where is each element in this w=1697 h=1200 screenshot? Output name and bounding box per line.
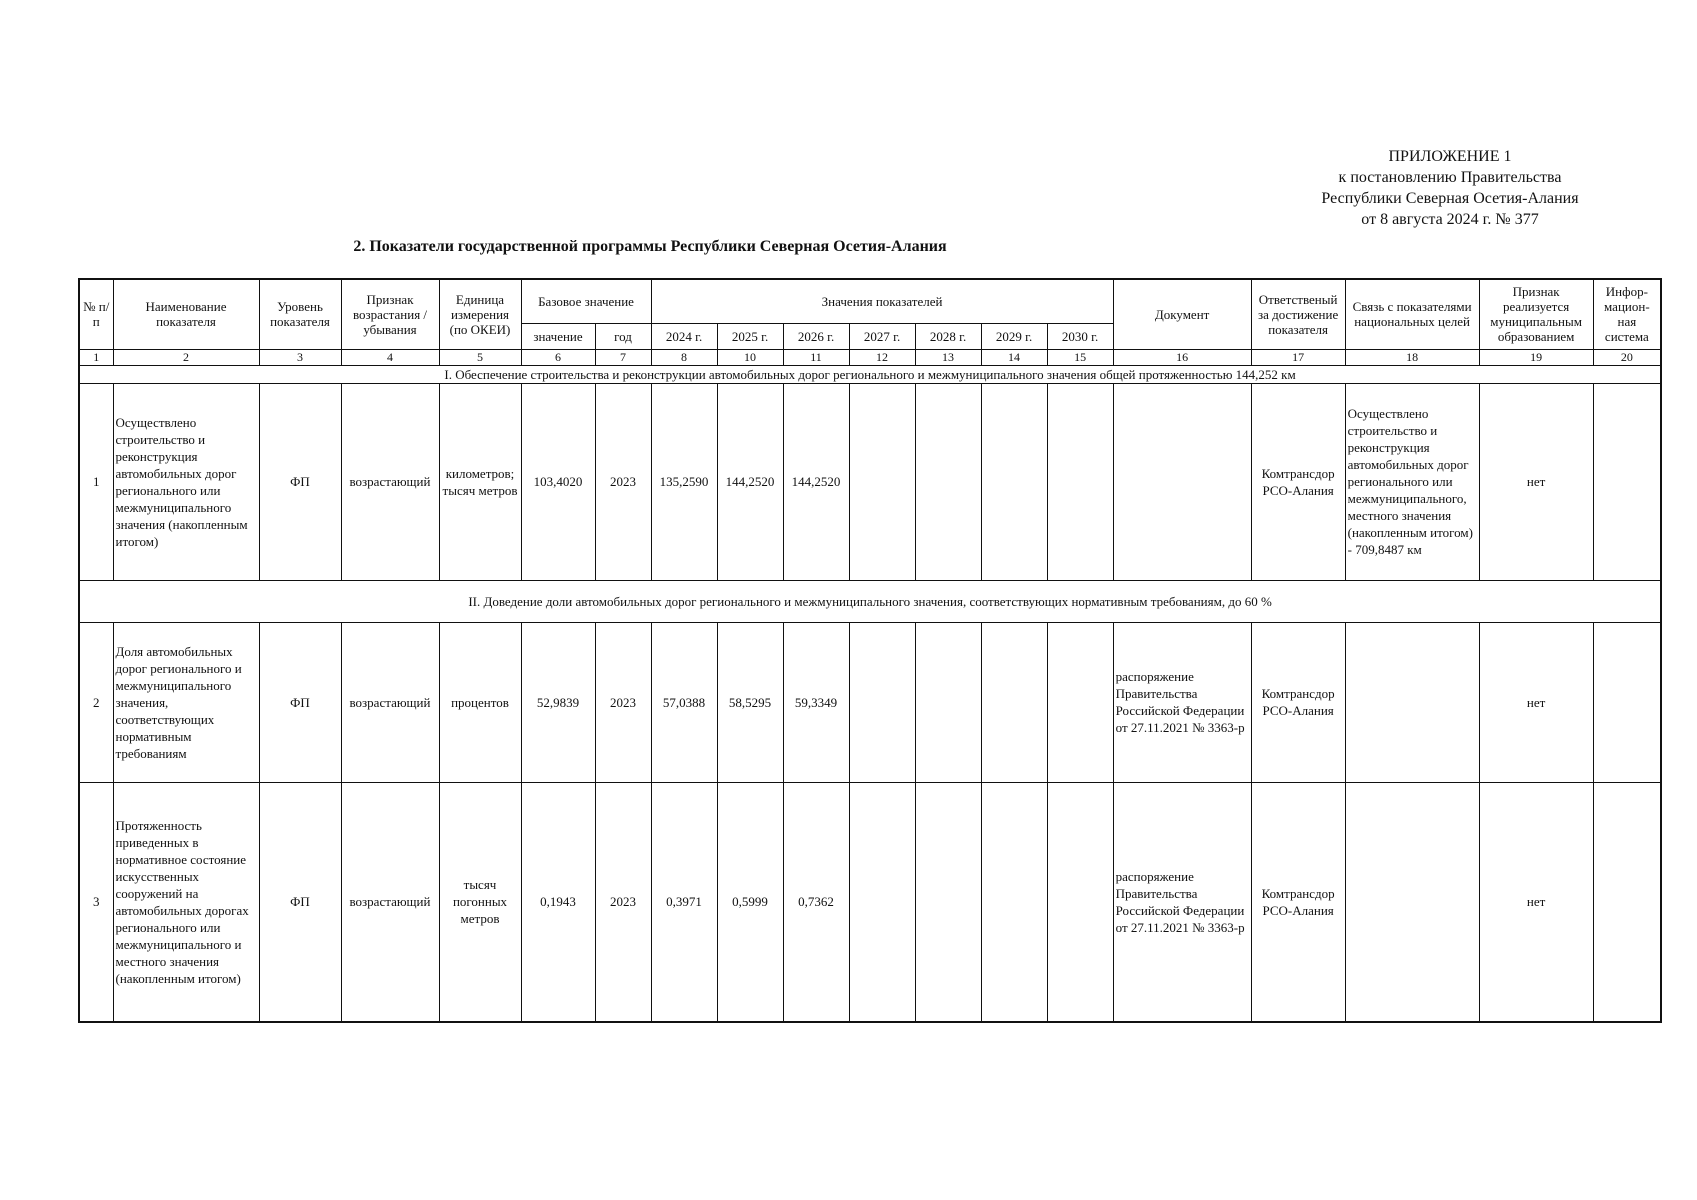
column-number: 17 [1251,349,1345,365]
cell-unit: километров; тысяч метров [439,383,521,580]
cell-v2030 [1047,782,1113,1022]
cell-num: 3 [79,782,113,1022]
annex-date: от 8 августа 2024 г. № 377 [1361,211,1539,228]
header-year: 2024 г. [651,323,717,349]
cell-v2024: 0,3971 [651,782,717,1022]
cell-level: ФП [259,782,341,1022]
indicators-table [78,278,1662,1023]
cell-info [1593,383,1661,580]
indicator-row [79,622,1661,782]
header-num: № п/п [79,279,113,349]
cell-level: ФП [259,622,341,782]
cell-trend: возрастающий [341,622,439,782]
indicator-row [79,782,1661,1022]
header-year: 2026 г. [783,323,849,349]
cell-v2029 [981,782,1047,1022]
section-title: II. Доведение доли автомобильных дорог регионального и межмуниципального значения, соответствующих нормативным требованиям, до 60 % [79,580,1661,622]
indicator-row [79,383,1661,580]
cell-link [1345,782,1479,1022]
cell-v2028 [915,383,981,580]
cell-v2027 [849,383,915,580]
cell-base-year: 2023 [595,622,651,782]
header-link: Связь с показателями национальных целей [1345,279,1479,349]
column-number: 15 [1047,349,1113,365]
cell-base-year: 2023 [595,782,651,1022]
cell-v2027 [849,782,915,1022]
cell-municipal: нет [1479,622,1593,782]
cell-v2030 [1047,622,1113,782]
column-number: 12 [849,349,915,365]
header-base: Базовое значение [521,279,651,323]
cell-base-value: 52,9839 [521,622,595,782]
header-year: 2025 г. [717,323,783,349]
column-number: 18 [1345,349,1479,365]
column-number: 10 [717,349,783,365]
column-number: 4 [341,349,439,365]
cell-v2028 [915,622,981,782]
header-row [79,279,1661,323]
column-number: 7 [595,349,651,365]
header-base-year: год [595,323,651,349]
cell-v2028 [915,782,981,1022]
column-number: 5 [439,349,521,365]
header-unit: Единица измерения (по ОКЕИ) [439,279,521,349]
cell-v2026: 59,3349 [783,622,849,782]
cell-document [1113,383,1251,580]
cell-responsible: Комтрансдор РСО-Алания [1251,782,1345,1022]
cell-unit: тысяч погонных метров [439,782,521,1022]
header-year: 2027 г. [849,323,915,349]
cell-trend: возрастающий [341,383,439,580]
column-number: 13 [915,349,981,365]
annex-title: ПРИЛОЖЕНИЕ 1 [1388,148,1512,165]
column-number: 3 [259,349,341,365]
cell-name: Доля автомобильных дорог регионального и межмуниципального значения, соответствующих нормативным требованиям [113,622,259,782]
cell-v2026: 144,2520 [783,383,849,580]
cell-info [1593,782,1661,1022]
cell-v2025: 58,5295 [717,622,783,782]
cell-v2025: 144,2520 [717,383,783,580]
cell-v2027 [849,622,915,782]
cell-municipal: нет [1479,782,1593,1022]
header-level: Уровень показателя [259,279,341,349]
header-responsible: Ответственый за достижение показателя [1251,279,1345,349]
header-info: Инфор-мацион-ная система [1593,279,1661,349]
column-numbers-row [79,349,1661,365]
column-number: 8 [651,349,717,365]
cell-base-value: 103,4020 [521,383,595,580]
cell-name: Протяженность приведенных в нормативное состояние искусственных сооружений на автомобильных дорогах регионального или межмуниципального и местного значения (накопленным итогом) [113,782,259,1022]
cell-link: Осуществлено строительство и реконструкция автомобильных дорог регионального или межмуниципального, местного значения (накопленным итогом) - 709,8487 км [1345,383,1479,580]
section-row [79,580,1661,622]
cell-document: распоряжение Правительства Российской Федерации от 27.11.2021 № 3363-р [1113,782,1251,1022]
cell-trend: возрастающий [341,782,439,1022]
cell-document: распоряжение Правительства Российской Федерации от 27.11.2021 № 3363-р [1113,622,1251,782]
cell-base-value: 0,1943 [521,782,595,1022]
column-number: 2 [113,349,259,365]
cell-v2024: 135,2590 [651,383,717,580]
cell-num: 2 [79,622,113,782]
cell-v2029 [981,622,1047,782]
section-title: I. Обеспечение строительства и реконструкции автомобильных дорог регионального и межмуниципального значения общей протяженностью 144,252 км [79,365,1661,383]
cell-v2030 [1047,383,1113,580]
header-trend: Признак возрастания / убывания [341,279,439,349]
column-number: 19 [1479,349,1593,365]
cell-link [1345,622,1479,782]
header-year: 2028 г. [915,323,981,349]
annex-line: Республики Северная Осетия-Алания [1321,190,1579,207]
cell-municipal: нет [1479,383,1593,580]
cell-base-year: 2023 [595,383,651,580]
header-year: 2030 г. [1047,323,1113,349]
cell-num: 1 [79,383,113,580]
document-title: 2. Показатели государственной программы Республики Северная Осетия-Алания [353,238,947,255]
header-year: 2029 г. [981,323,1047,349]
column-number: 14 [981,349,1047,365]
annex-block [1240,146,1660,230]
column-number: 16 [1113,349,1251,365]
column-number: 20 [1593,349,1661,365]
cell-v2024: 57,0388 [651,622,717,782]
header-document: Документ [1113,279,1251,349]
cell-responsible: Комтрансдор РСО-Алания [1251,383,1345,580]
section-row [79,365,1661,383]
column-number: 6 [521,349,595,365]
cell-responsible: Комтрансдор РСО-Алания [1251,622,1345,782]
column-number: 1 [79,349,113,365]
cell-v2029 [981,383,1047,580]
cell-level: ФП [259,383,341,580]
header-name: Наименование показателя [113,279,259,349]
header-values: Значения показателей [651,279,1113,323]
cell-info [1593,622,1661,782]
cell-v2025: 0,5999 [717,782,783,1022]
header-base-value: значение [521,323,595,349]
cell-unit: процентов [439,622,521,782]
annex-line: к постановлению Правительства [1338,169,1562,186]
column-number: 11 [783,349,849,365]
cell-v2026: 0,7362 [783,782,849,1022]
header-municipal: Признак реализуется муниципальным образованием [1479,279,1593,349]
cell-name: Осуществлено строительство и реконструкция автомобильных дорог регионального или межмуниципального значения (накопленным итогом) [113,383,259,580]
